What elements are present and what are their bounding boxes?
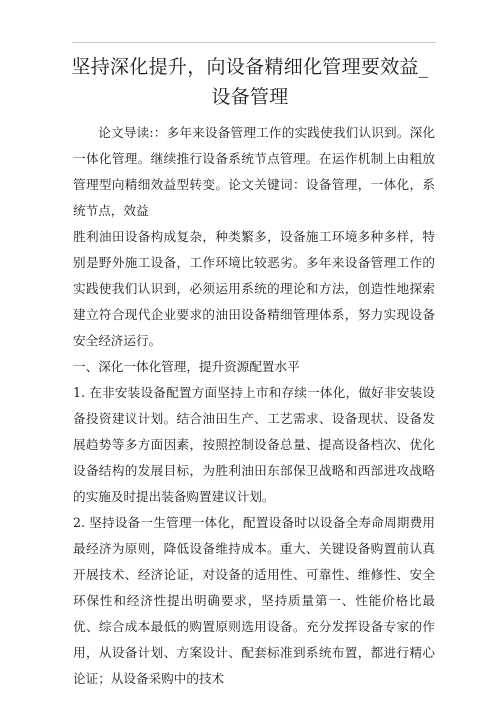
section-heading: 一、深化一体化管理，提升资源配置水平 [73,359,300,374]
header-rule [72,42,436,43]
document-title [60,52,440,112]
title-line-2: 设备管理 [211,86,289,108]
numbered-paragraph-2: 2. 坚持设备一生管理一体化，配置设备时以设备全寿命周期费用最经济为原则，降低设备维持成本。重大、关键设备购置前认真开展技术、经济论证，对设备的适用性、可靠性、维修性、安全环保性和经济性提出明确要求，坚持质量第一、性能价格比最优、综合成本最低的购置原则选用设备。充分发挥设备专家的作用，从设备计划、方案设计、配套标准到系统布置，都进行精心论证；从设备采购中的技术 [73,515,435,686]
abstract-paragraph: 论文导读:：多年来设备管理工作的实践使我们认识到。深化一体化管理。继续推行设备系统节点管理。在运作机制上由粗放管理型向精细效益型转变。论文关键词：设备管理，一体化，系统节点，效益 [73,125,435,218]
intro-paragraph: 胜利油田设备构成复杂，种类繁多，设备施工环境多种多样，特别是野外施工设备，工作环境比较恶劣。多年来设备管理工作的实践使我们认识到，必须运用系统的理论和方法，创造性地探索建立符合现代企业要求的油田设备精细管理体系，努力实现设备安全经济运行。 [73,229,435,348]
numbered-paragraph-1: 1. 在非安装设备配置方面坚持上市和存续一体化，做好非安装设备投资建议计划。结合油田生产、工艺需求、设备现状、设备发展趋势等多方面因素，按照控制设备总量、提高设备档次、优化设备结构的发展目标，为胜利油田东部保卫战略和西部进攻战略的实施及时提出装备购置建议计划。 [73,385,435,504]
document-body [73,120,435,692]
title-line-1: 坚持深化提升，向设备精细化管理要效益_ [71,56,429,78]
